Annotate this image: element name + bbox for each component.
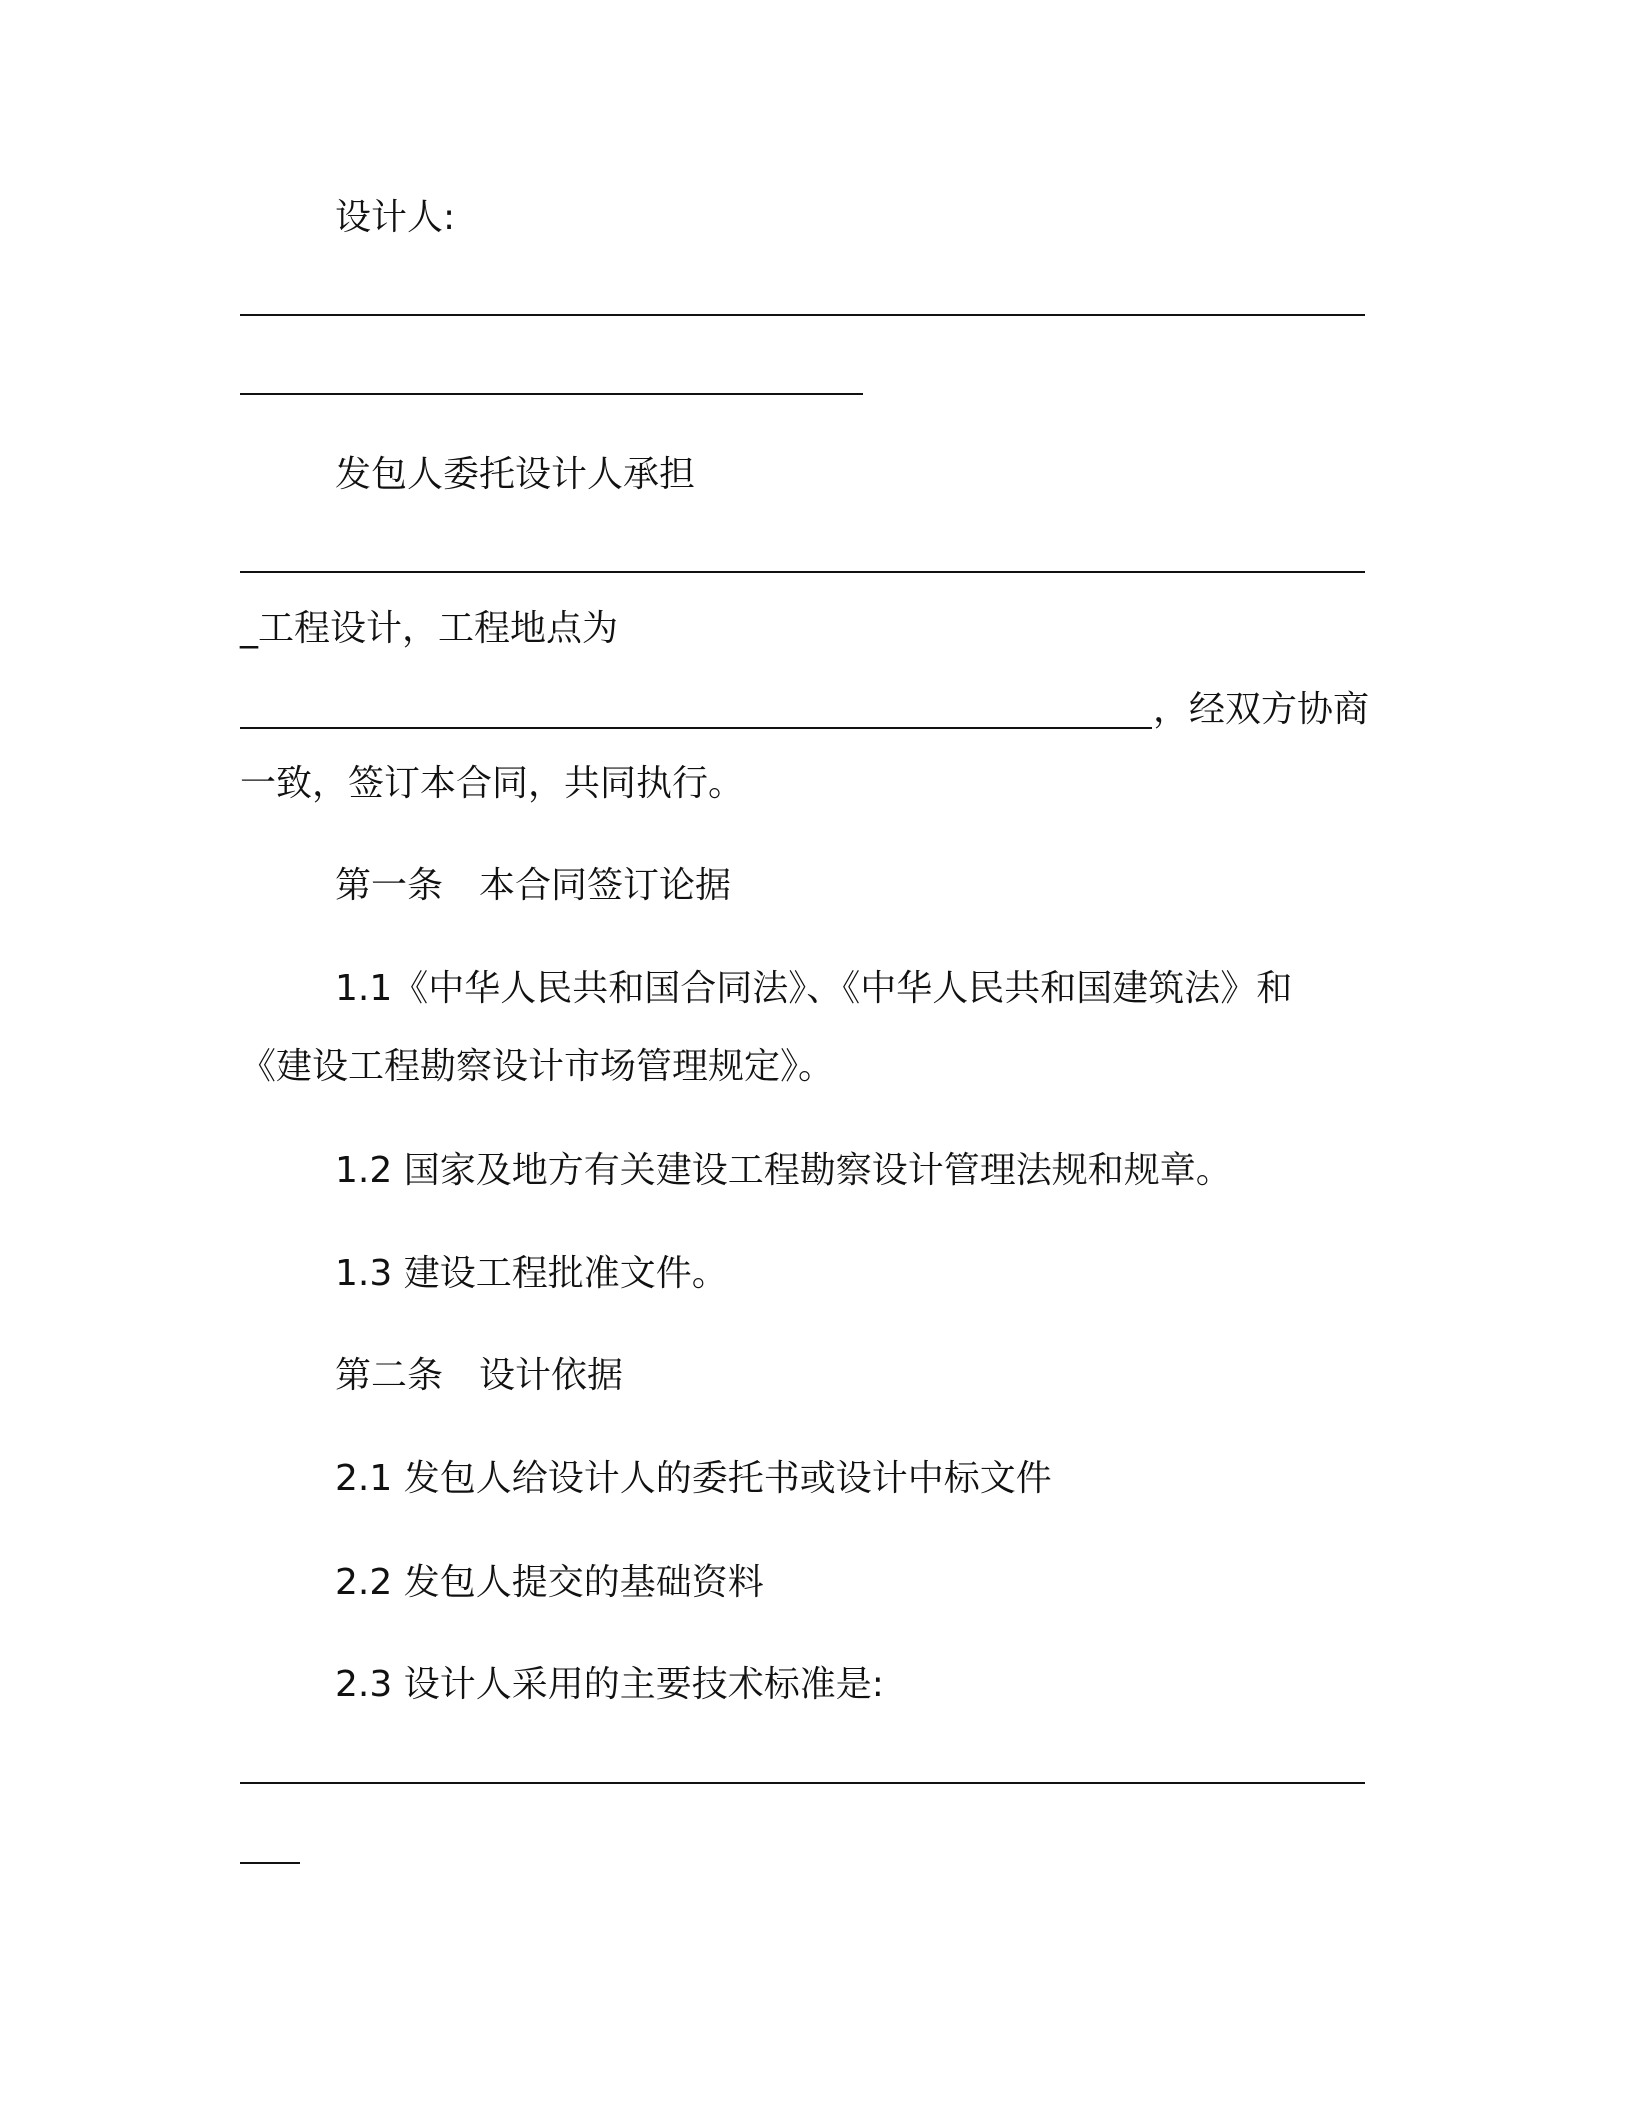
item-2-1: 2.1 发包人给设计人的委托书或设计中标文件 bbox=[335, 1458, 1052, 1499]
designer-blank-line-1 bbox=[240, 314, 1365, 316]
designer-label: 设计人: bbox=[335, 197, 456, 238]
item-2-3: 2.3 设计人采用的主要技术标准是: bbox=[335, 1664, 884, 1705]
article-1-title: 第一条 本合同签订论据 bbox=[335, 865, 732, 906]
item-1-3: 1.3 建设工程批准文件。 bbox=[335, 1253, 728, 1294]
item-1-2: 1.2 国家及地方有关建设工程勘察设计管理法规和规章。 bbox=[335, 1150, 1232, 1191]
agreement-tail: ，经双方协商 bbox=[1153, 689, 1370, 730]
standard-blank-line-1 bbox=[240, 1782, 1365, 1784]
entrust-text: 发包人委托设计人承担 bbox=[335, 454, 696, 495]
project-blank-line bbox=[240, 571, 1365, 573]
item-1-1-line-1: 1.1《中华人民共和国合同法》、《中华人民共和国建筑法》和 bbox=[335, 968, 1293, 1009]
designer-blank-line-2 bbox=[240, 393, 863, 395]
item-2-2: 2.2 发包人提交的基础资料 bbox=[335, 1562, 764, 1603]
agreement-line-2: 一致，签订本合同，共同执行。 bbox=[240, 763, 745, 804]
standard-blank-line-2 bbox=[240, 1862, 300, 1864]
project-design-text: _工程设计，工程地点为 bbox=[240, 608, 619, 649]
location-blank-line bbox=[240, 727, 1152, 729]
item-1-1-line-2: 《建设工程勘察设计市场管理规定》。 bbox=[240, 1046, 835, 1087]
article-2-title: 第二条 设计依据 bbox=[335, 1355, 624, 1396]
